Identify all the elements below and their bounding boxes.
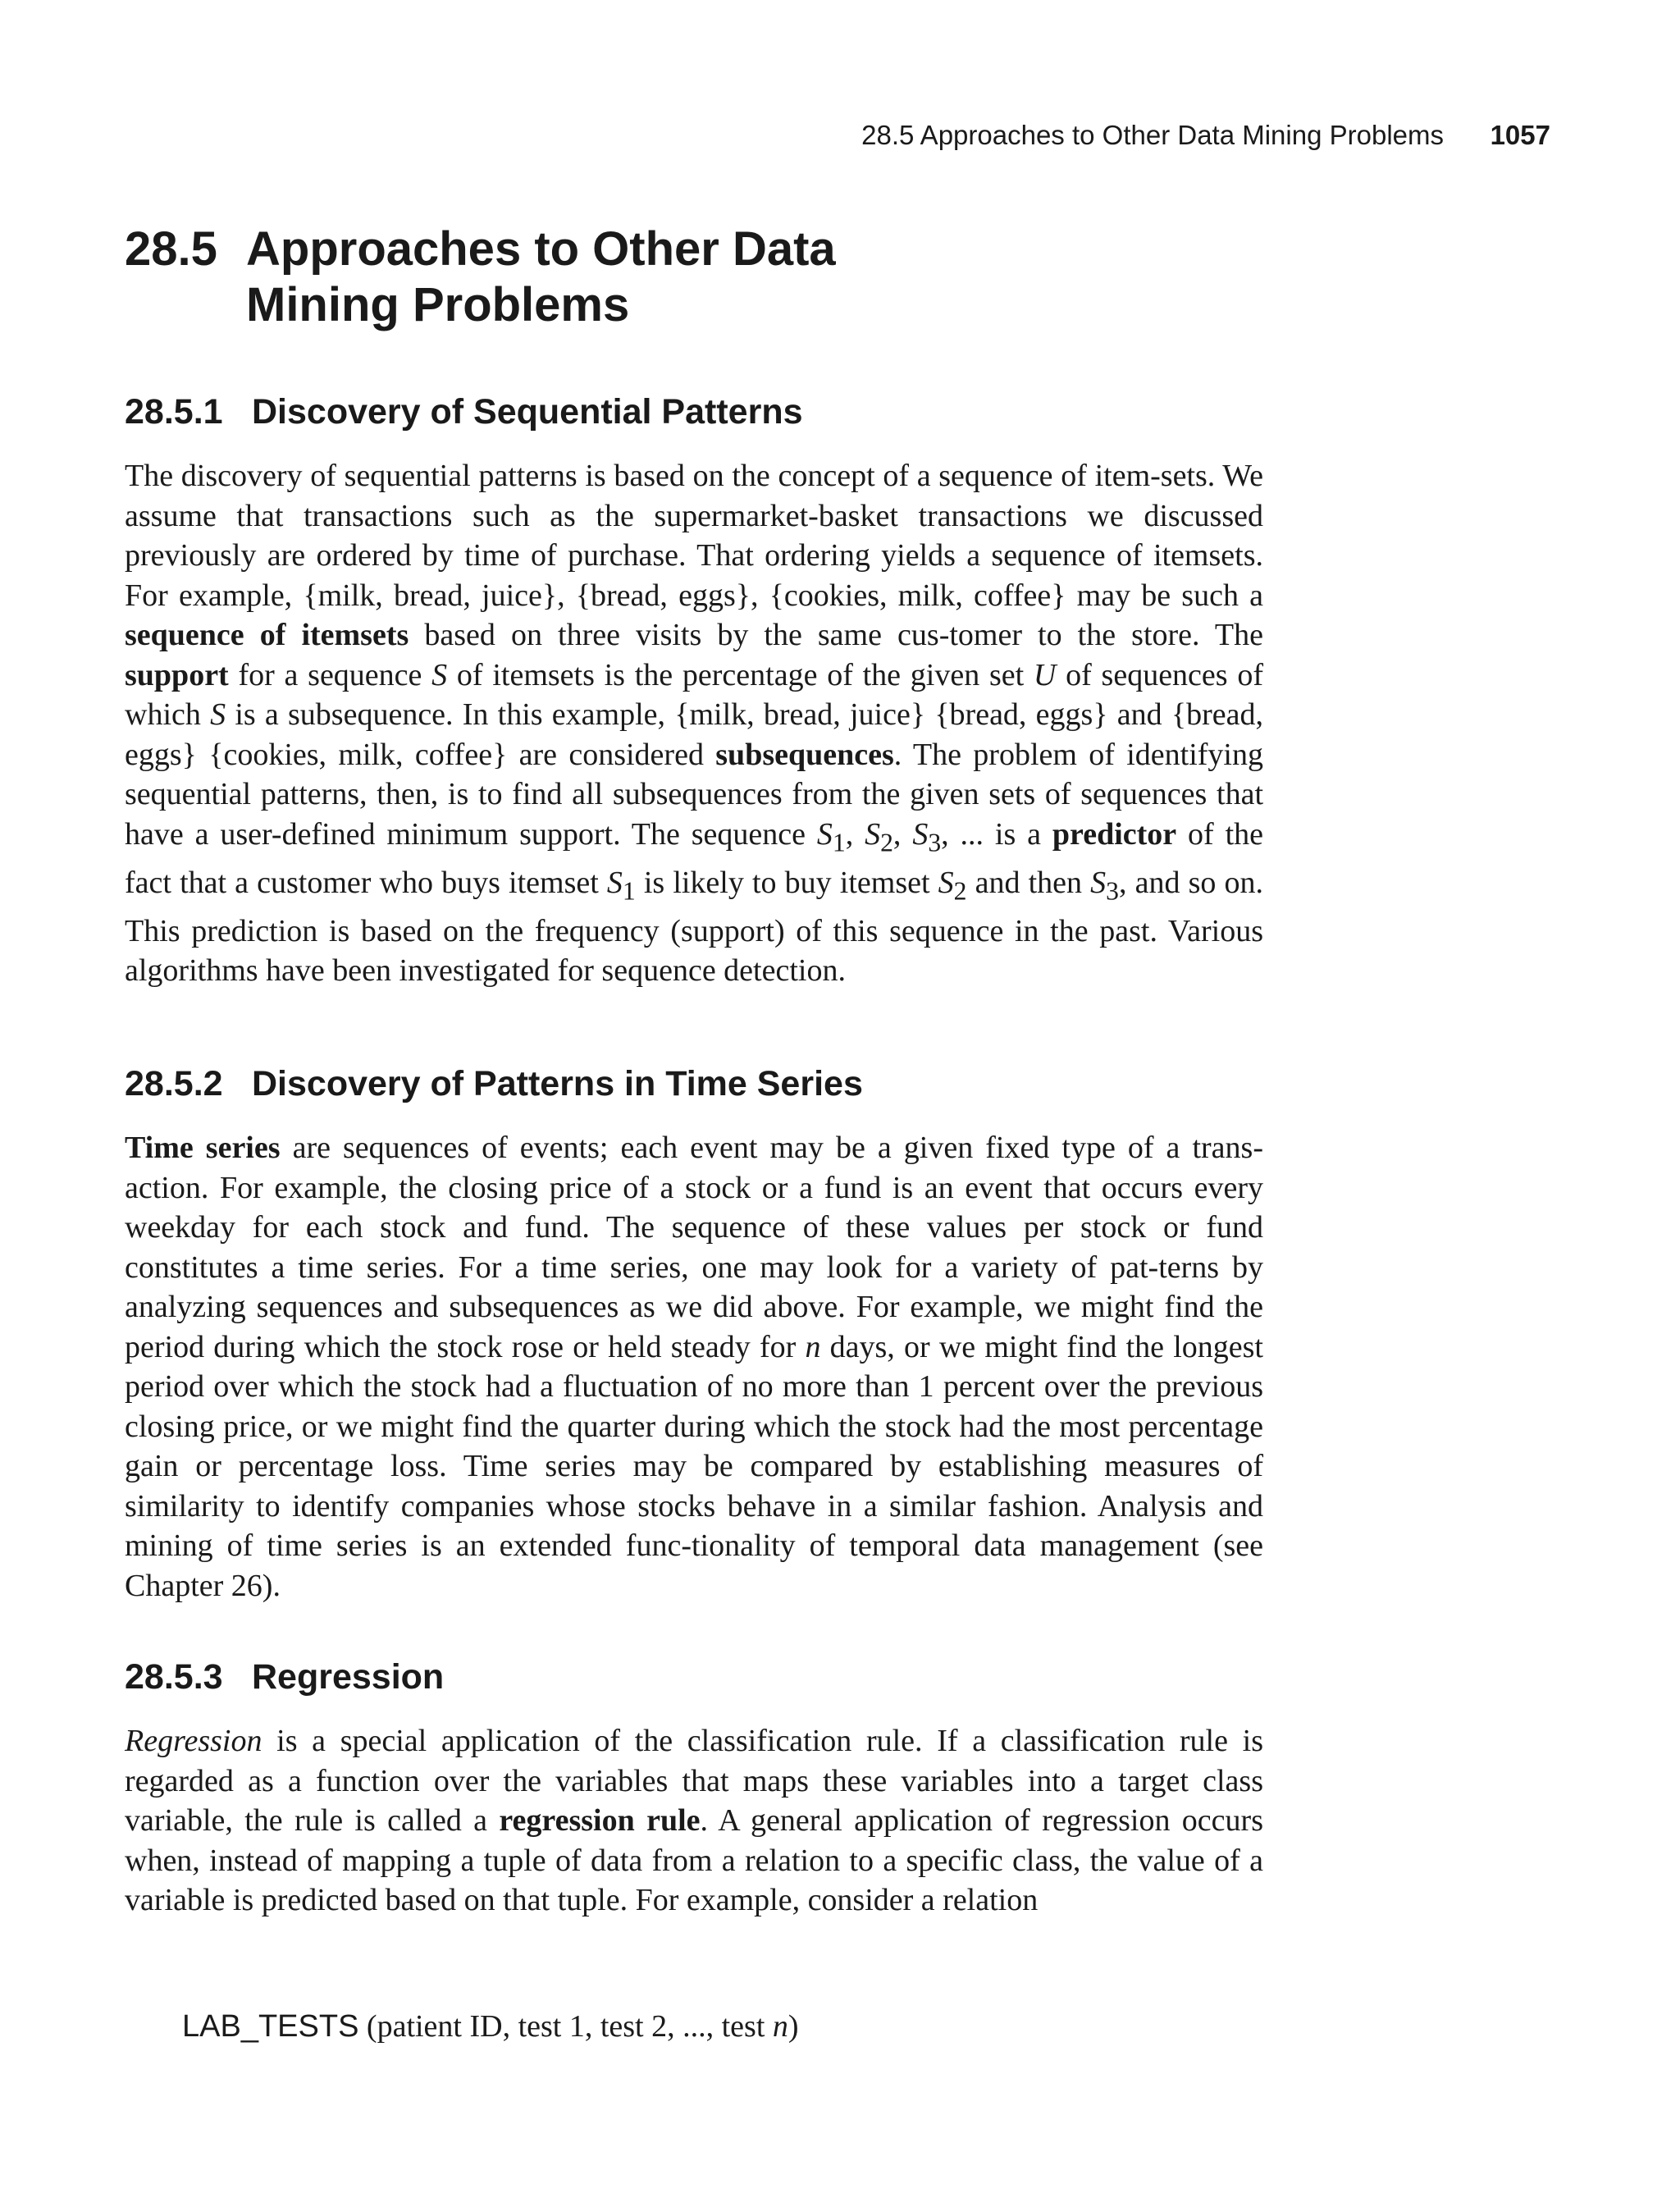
section-number: 28.5 bbox=[125, 222, 217, 276]
running-head bbox=[804, 120, 1550, 156]
subsection-number: 28.5.1 bbox=[125, 392, 223, 432]
subsection-title: Discovery of Sequential Patterns bbox=[252, 392, 803, 432]
subsection-number: 28.5.2 bbox=[125, 1064, 223, 1103]
running-title: 28.5 Approaches to Other Data Mining Problems bbox=[861, 120, 1444, 150]
subsection-heading-28-5-2 bbox=[125, 1064, 863, 1104]
paragraph-sequential-patterns: The discovery of sequential patterns is based on the concept of a sequence of item-sets. We assume that transactions such as the supermarket-basket transactions we discussed previously are ordered by time of purchase. That ordering yields a sequence of itemsets. For example, {milk, bread, juice}, {bread, eggs}, {cookies, milk, coffee} may be such a sequence of itemsets based on three visits by the same cus-tomer to the store. The support for a sequence S of itemsets is the percentage of the given set U of sequences of which S is a subsequence. In this example, {milk, bread, juice} {bread, eggs} and {bread, eggs} {cookies, milk, coffee} are considered subsequences. The problem of identifying sequential patterns, then, is to find all subsequences from the given sets of sequences that have a user-defined minimum support. The sequence $S_1$, $S_2$, $S_3$, ... is a predictor of the fact that a customer who buys itemset $S_1$ is likely to buy itemset $S_2$ and then $S_3$, and so on. This prediction is based on the frequency (support) of this sequence in the past. Various algorithms have been investigated for sequence detection. bbox=[125, 459, 1264, 989]
section-title-text: Approaches to Other Data Mining Problems bbox=[246, 222, 836, 331]
paragraph-regression: Regression is a special application of the classification rule. If a classification rule is regarded as a function over the variables that maps these variables into a target class variable, the rule is called a regression rule. A general application of regression occurs when, instead of mapping a tuple of data from a relation to a specific class, the value of a variable is predicted based on that tuple. For example, consider a relation bbox=[125, 1724, 1263, 1917]
subsection-heading-28-5-3 bbox=[125, 1657, 444, 1697]
page-number: 1057 bbox=[1490, 120, 1550, 150]
subsection-title: Discovery of Patterns in Time Series bbox=[252, 1064, 863, 1103]
subsection-number: 28.5.3 bbox=[125, 1657, 223, 1697]
paragraph-time-series: Time series are sequences of events; each event may be a given fixed type of a trans-action. For example, the closing price of a stock or a fund is an event that occurs every weekday for each stock and fund. The sequence of these values per stock or fund constitutes a time series. For a time series, one may look for a variety of pat-terns by analyzing sequences and subsequences as we did above. For example, we might find the period during which the stock rose or held steady for n days, or we might find the longest period over which the stock had a fluctuation of no more than 1 percent over the previous closing price, or we might find the quarter during which the stock had the most percentage gain or percentage loss. Time series may be compared by establishing measures of similarity to identify companies whose stocks behave in a similar fashion. Analysis and mining of time series is an extended func-tionality of temporal data management (see Chapter 26). bbox=[125, 1131, 1263, 1603]
subsection-title: Regression bbox=[252, 1657, 445, 1697]
relation-name: LAB_TESTS bbox=[182, 2009, 359, 2044]
subsection-heading-28-5-1 bbox=[125, 392, 803, 432]
relation-lab-tests: LAB_TESTS (patient ID, test 1, test 2, ..., test n) bbox=[182, 2009, 799, 2044]
